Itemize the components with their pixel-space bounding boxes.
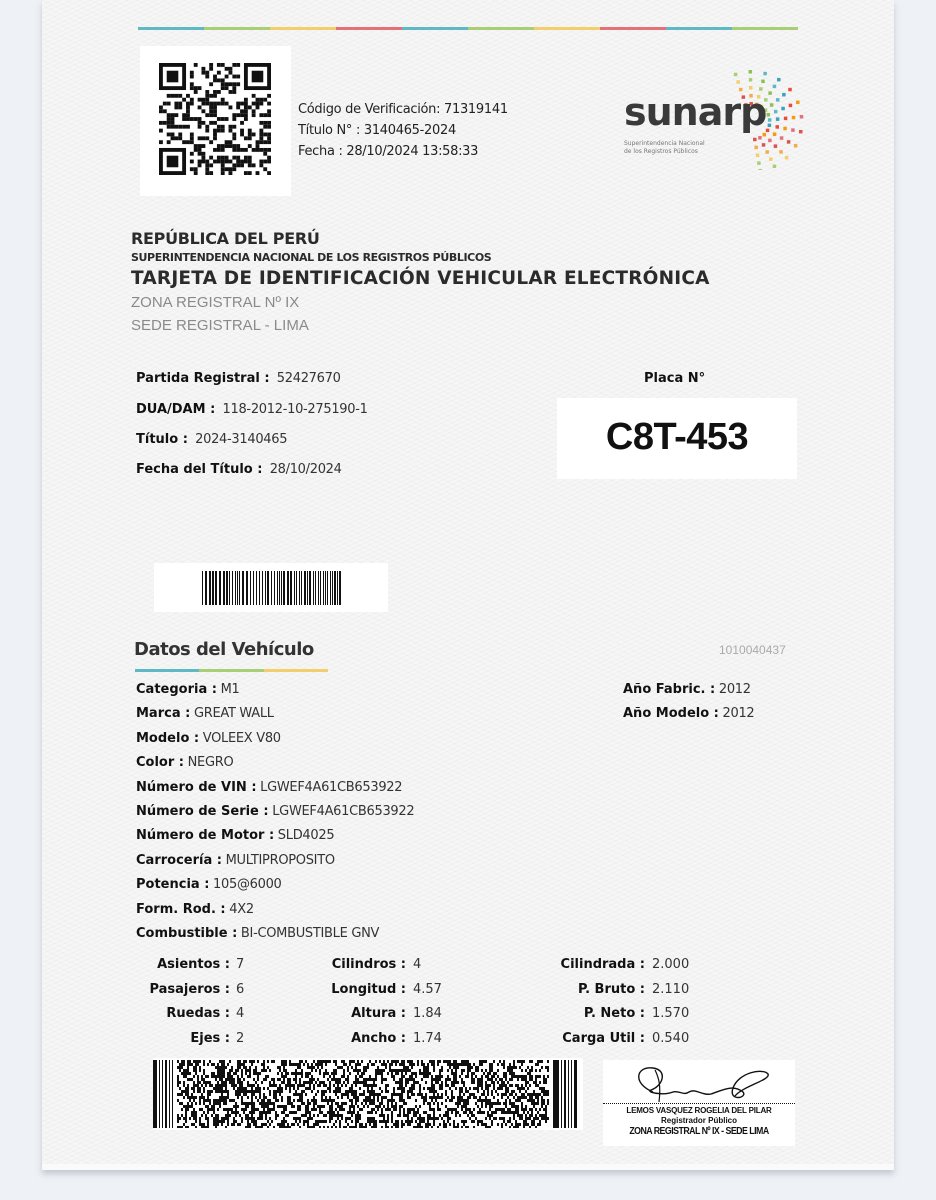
barcode-bar (327, 571, 328, 605)
field-label: Número de Motor : (136, 828, 275, 844)
barcode-bar (301, 571, 302, 605)
stripe-segment (732, 27, 798, 30)
sunburst-dot (777, 78, 781, 82)
qr-code-icon (159, 63, 271, 175)
sunburst-dot (770, 103, 774, 107)
barcode-bar (290, 571, 292, 605)
pdf417-barcode (153, 1058, 583, 1130)
barcode-bar (212, 571, 214, 605)
spec-value: 4 (236, 1006, 245, 1021)
sunburst-dot (761, 80, 765, 84)
office-title: SEDE REGISTRAL - LIMA (131, 317, 309, 334)
sunburst-dot (775, 125, 779, 129)
barcode-icon (202, 571, 342, 605)
sunburst-dot (800, 115, 804, 119)
field-label: Potencia : (136, 877, 210, 893)
barcode-bar (246, 571, 248, 605)
field-value: 2024-3140465 (195, 432, 288, 447)
stripe-segment (270, 27, 336, 30)
sunburst-dot (756, 154, 760, 158)
vehicle-year-field (623, 705, 754, 721)
field-label: DUA/DAM : (136, 402, 216, 417)
field-label: Color : (136, 755, 184, 771)
sunburst-dot (799, 130, 803, 134)
vehicle-year-field (623, 681, 751, 697)
barcode-bar (256, 571, 257, 605)
country-title: REPÚBLICA DEL PERÚ (131, 229, 320, 248)
barcode-bar (235, 571, 236, 605)
vehicle-field (136, 730, 281, 746)
barcode-bar (334, 571, 336, 605)
spec-label: P. Neto : (583, 1006, 645, 1021)
fecha-titulo-field (136, 461, 342, 477)
spec-value: 2.000 (652, 957, 690, 972)
vehicle-field (136, 681, 239, 697)
spec-value: 7 (236, 957, 245, 972)
underline-segment (264, 669, 328, 672)
document-bottom-edge (42, 1164, 894, 1170)
sunburst-dot (762, 143, 766, 147)
field-value: NEGRO (187, 755, 234, 771)
titulo-field (136, 431, 287, 447)
sunburst-dot (782, 93, 786, 97)
barcode-bar (318, 571, 319, 605)
logo-wordmark: sunarp (624, 90, 767, 134)
field-label: Combustible : (136, 926, 238, 941)
spec-label: Cilindros : (331, 957, 406, 972)
spec-value: 1.570 (652, 1006, 690, 1021)
stripe-segment (402, 27, 468, 30)
field-value: 105@6000 (213, 877, 282, 893)
barcode-bar (315, 571, 316, 605)
field-value: 52427670 (276, 371, 341, 386)
barcode-bar (219, 571, 221, 605)
vehicle-field (136, 779, 402, 795)
barcode (154, 563, 388, 612)
verification-code: Código de Verificación: 71319141 (298, 102, 508, 117)
sunburst-dot (768, 139, 772, 143)
field-value: LGWEF4A61CB653922 (260, 779, 403, 795)
sunburst-dot (753, 138, 757, 142)
sunburst-dot (773, 165, 777, 169)
barcode-bar (309, 571, 311, 605)
spec-label: Cilindrada : (560, 957, 645, 972)
vehicle-field (136, 925, 379, 941)
signer-name: LEMOS VASQUEZ ROGELIA DEL PILAR (603, 1103, 795, 1115)
field-value: MULTIPROPOSITO (225, 852, 335, 868)
spec-value: 1.74 (413, 1030, 442, 1046)
barcode-bar (296, 571, 297, 605)
field-label: Número de VIN : (136, 779, 257, 795)
field-label: Marca : (136, 706, 191, 722)
barcode-bar (323, 571, 324, 605)
spec-value: 4 (413, 957, 422, 972)
signature-icon (623, 1062, 773, 1106)
sunburst-dot (787, 140, 791, 144)
spec-label: Ruedas : (166, 1006, 230, 1021)
spec-value: 2.110 (652, 981, 690, 997)
signer-role: Registrador Público (660, 1116, 737, 1125)
sunburst-dot (776, 117, 780, 121)
sunburst-dot (766, 129, 770, 133)
field-value: 118-2012-10-275190-1 (222, 402, 368, 417)
field-label: Título : (136, 432, 188, 447)
barcode-bar (277, 571, 278, 605)
sunburst-dot (767, 113, 771, 117)
sunburst-dot (765, 150, 769, 154)
spec-value: 0.540 (652, 1030, 690, 1046)
sunburst-dot (776, 98, 780, 102)
stripe-segment (600, 27, 666, 30)
spec-label: Pasajeros : (149, 981, 230, 997)
barcode-bar (279, 571, 280, 605)
dua-field (136, 401, 368, 417)
plate-label: Placa N° (644, 371, 706, 386)
barcode-bar (202, 571, 203, 605)
field-label: Modelo : (136, 730, 200, 746)
barcode-bar (307, 571, 308, 605)
stripe-segment (666, 27, 732, 30)
barcode-bar (205, 571, 207, 605)
sunburst-dot (773, 132, 777, 136)
barcode-bar (267, 571, 269, 605)
barcode-bar (259, 571, 260, 605)
field-value: GREAT WALL (193, 706, 274, 722)
barcode-bar (274, 571, 275, 605)
field-label: Partida Registral : (136, 371, 270, 386)
vehicle-field (136, 705, 274, 721)
spec-label: Longitud : (331, 981, 406, 997)
sunburst-dot (757, 161, 761, 165)
sunburst-dot (781, 107, 785, 111)
sunburst-dot (796, 101, 800, 105)
field-label: Form. Rod. : (136, 901, 226, 917)
sunburst-dot (784, 117, 788, 121)
barcode-bar (287, 571, 289, 605)
field-value: 2012 (718, 682, 751, 697)
stripe-segment (336, 27, 402, 30)
color-stripe (138, 27, 798, 30)
barcode-bar (281, 571, 282, 605)
field-value: LGWEF4A61CB653922 (272, 804, 415, 819)
barcode-bar (313, 571, 314, 605)
barcode-bar (250, 571, 251, 605)
sunburst-dot (774, 144, 778, 148)
field-value: 28/10/2024 (269, 462, 342, 477)
barcode-bar (325, 571, 326, 605)
spec-value: 2 (236, 1030, 245, 1046)
barcode-bar (237, 571, 238, 605)
field-value: SLD4025 (277, 828, 335, 844)
logo-subtitle-line1: Superintendencia Nacional (624, 140, 705, 147)
partida-field (136, 370, 341, 386)
barcode-bar (226, 571, 228, 605)
barcode-bar (215, 571, 217, 605)
stripe-segment (138, 27, 204, 30)
barcode-bar (339, 571, 341, 605)
spec-label: Asientos : (157, 957, 230, 972)
vehicle-field (136, 876, 282, 892)
pdf417-barcode-icon (153, 1060, 583, 1128)
sunburst-dot (773, 85, 777, 89)
sunburst-dot (779, 150, 783, 154)
signature-block (603, 1060, 795, 1146)
sunburst-dot (749, 86, 753, 90)
sunburst-dot (758, 169, 762, 170)
agency-title: SUPERINTENDENCIA NACIONAL DE LOS REGISTROS PÚBLICOS (131, 251, 492, 264)
barcode-bar (337, 571, 338, 605)
sunburst-dot (754, 146, 758, 150)
sunburst-dot (789, 104, 793, 108)
sunburst-dot (769, 157, 773, 161)
barcode-bar (265, 571, 266, 605)
field-value: BI-COMBUSTIBLE GNV (240, 926, 380, 941)
barcode-bar (239, 571, 240, 605)
plate-box (557, 398, 797, 479)
spec-label: Ejes : (190, 1030, 230, 1046)
barcode-bar (320, 571, 321, 605)
vehicle-field (136, 852, 335, 868)
plate-number: C8T-453 (605, 416, 749, 458)
logo-subtitle (624, 140, 705, 156)
barcode-bar (262, 571, 263, 605)
sunburst-dot (758, 136, 762, 140)
spec-label: Carga Util : (562, 1030, 645, 1046)
signer-zone: ZONA REGISTRAL Nº IX - SEDE LIMA (629, 1126, 769, 1137)
qr-code (140, 46, 291, 196)
barcode-bar (332, 571, 333, 605)
stripe-segment (534, 27, 600, 30)
barcode-bar (242, 571, 244, 605)
spec-value: 6 (236, 981, 245, 997)
sunburst-dot (783, 127, 787, 131)
underline-segment (135, 669, 199, 672)
spec-label: Altura : (351, 1006, 406, 1021)
sunburst-dot (736, 80, 740, 84)
barcode-bar (330, 571, 331, 605)
barcode-bar (299, 571, 300, 605)
zone-title: ZONA REGISTRAL Nº IX (131, 294, 300, 311)
section-title: Datos del Vehículo (134, 639, 314, 660)
logo-subtitle-line2: de los Registros Públicos (624, 148, 698, 155)
barcode-bar (232, 571, 233, 605)
barcode-bar (223, 571, 225, 605)
field-label: Carrocería : (136, 852, 222, 868)
document-code: 1010040437 (719, 643, 786, 657)
field-label: Fecha del Título : (136, 462, 263, 477)
spec-label: P. Bruto : (577, 981, 645, 997)
sunarp-logo (620, 60, 815, 170)
sunburst-dot (785, 156, 789, 160)
field-label: Categoria : (136, 682, 217, 697)
sunburst-dot (734, 73, 738, 77)
field-value: 4X2 (229, 901, 254, 917)
section-underline (135, 669, 328, 672)
field-label: Año Fabric. : (623, 682, 716, 697)
vehicle-field (136, 754, 233, 770)
spec-value: 1.84 (413, 1006, 442, 1021)
sunburst-dot (774, 110, 778, 114)
barcode-bar (283, 571, 285, 605)
barcode-bar (253, 571, 254, 605)
barcode-bar (294, 571, 295, 605)
sunburst-dot (791, 128, 795, 132)
barcode-bar (271, 571, 272, 605)
sunburst-dot (768, 118, 772, 122)
vehicle-field (136, 803, 414, 819)
sunburst-dot (749, 70, 753, 74)
verification-info (298, 99, 508, 162)
sunburst-dot (794, 144, 798, 148)
document-title: TARJETA DE IDENTIFICACIÓN VEHICULAR ELECTRÓNICA (131, 268, 710, 289)
vehicle-field (136, 901, 254, 917)
stripe-segment (204, 27, 270, 30)
sunburst-dot (749, 78, 753, 82)
sunburst-dot (768, 91, 772, 95)
field-label: Número de Serie : (136, 804, 269, 819)
stripe-segment (468, 27, 534, 30)
barcode-bar (209, 571, 211, 605)
sunburst-dot (763, 72, 767, 76)
vehicle-field (136, 827, 334, 843)
barcode-bar (304, 571, 306, 605)
field-value: VOLEEX V80 (202, 730, 281, 746)
spec-value: 4.57 (413, 981, 442, 997)
underline-segment (199, 669, 263, 672)
sunburst-dot (768, 124, 772, 128)
sunburst-dot (792, 116, 796, 120)
field-value: M1 (220, 682, 240, 697)
field-value: 2012 (722, 706, 755, 722)
verification-date: Fecha : 28/10/2024 13:58:33 (298, 144, 479, 159)
verification-title: Título N° : 3140465-2024 (298, 123, 456, 138)
spec-label: Ancho : (351, 1030, 406, 1046)
sunburst-dot (780, 136, 784, 140)
sunburst-dot (788, 88, 792, 92)
field-label: Año Modelo : (623, 706, 719, 722)
barcode-bar (229, 571, 230, 605)
